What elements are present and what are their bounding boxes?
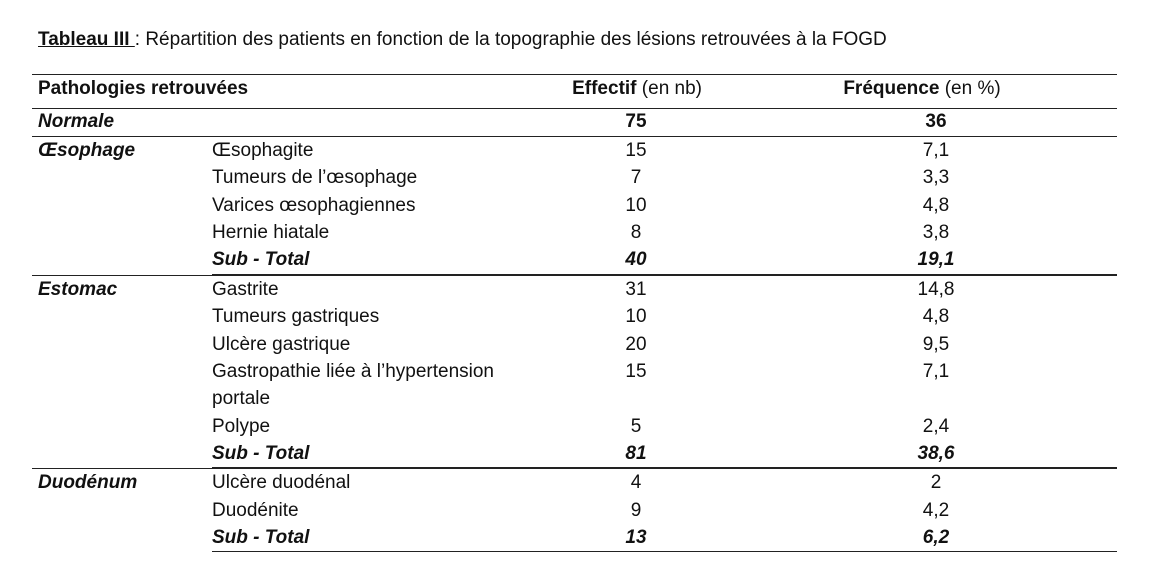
- frequence-value: 3,8: [922, 221, 950, 243]
- frequence-value: 36: [925, 111, 947, 133]
- pathology-label: Duodénite: [212, 499, 299, 521]
- category-label: Duodénum: [38, 472, 138, 494]
- effectif-value: 15: [625, 360, 647, 382]
- pathology-label: Ulcère duodénal: [212, 472, 351, 494]
- frequence-value: 2,4: [922, 415, 950, 437]
- table-row: [32, 497, 1117, 524]
- table-row: [32, 219, 1117, 246]
- pathology-label: Tumeurs gastriques: [212, 306, 380, 328]
- subtotal-effectif: 13: [625, 527, 647, 549]
- category-label: Estomac: [38, 278, 118, 300]
- effectif-value: 31: [625, 278, 647, 300]
- effectif-value: 7: [630, 167, 642, 189]
- pathology-label: Tumeurs de l’œsophage: [212, 167, 418, 189]
- frequence-value: 4,8: [922, 194, 950, 216]
- subtotal-row: [32, 524, 1117, 551]
- table-row: [32, 164, 1117, 191]
- pathology-label: Hernie hiatale: [212, 221, 330, 243]
- frequence-value: 3,3: [922, 167, 950, 189]
- pathology-label: Polype: [212, 415, 271, 437]
- table-row: [32, 276, 1117, 303]
- table-caption: [38, 29, 887, 51]
- effectif-value: 10: [625, 194, 647, 216]
- frequence-value: 4,2: [922, 499, 950, 521]
- table-row: [32, 413, 1117, 440]
- pathology-label: Varices œsophagiennes: [212, 194, 416, 216]
- subtotal-label: Sub - Total: [212, 249, 310, 271]
- subtotal-rule: [212, 551, 1117, 552]
- table-row: [32, 192, 1117, 219]
- caption-lead: Tableau III: [38, 29, 135, 50]
- header-effectif: Effectif (en nb): [572, 78, 702, 99]
- table-row-normale: [32, 108, 1117, 135]
- effectif-value: 20: [625, 333, 647, 355]
- pathology-label: Œsophagite: [212, 139, 314, 161]
- pathology-label: Gastrite: [212, 278, 279, 300]
- subtotal-row: [32, 440, 1117, 467]
- table-row: [32, 303, 1117, 330]
- header-pathologies: Pathologies retrouvées: [38, 78, 249, 99]
- effectif-value: 5: [630, 415, 642, 437]
- subtotal-effectif: 81: [625, 443, 647, 465]
- table-row: [32, 331, 1117, 358]
- frequence-value: 14,8: [917, 278, 955, 300]
- effectif-value: 15: [625, 139, 647, 161]
- subtotal-label: Sub - Total: [212, 443, 310, 465]
- table-row: [32, 137, 1117, 164]
- pathology-label: Gastropathie liée à l’hypertension portale: [212, 360, 495, 410]
- frequence-value: 7,1: [922, 139, 950, 161]
- frequence-value: 2: [930, 472, 942, 494]
- category-label: Œsophage: [38, 139, 136, 161]
- subtotal-effectif: 40: [625, 249, 647, 271]
- table-row: [32, 469, 1117, 496]
- subtotal-frequence: 38,6: [917, 443, 955, 465]
- subtotal-frequence: 6,2: [922, 527, 950, 549]
- pathology-label: Ulcère gastrique: [212, 333, 351, 355]
- effectif-value: 10: [625, 306, 647, 328]
- category-label: Normale: [38, 111, 115, 133]
- frequence-value: 4,8: [922, 306, 950, 328]
- data-table: [32, 74, 1117, 552]
- subtotal-row: [32, 246, 1117, 273]
- effectif-value: 8: [630, 221, 642, 243]
- header-frequence: Fréquence (en %): [843, 78, 1001, 99]
- table-row: [32, 358, 1117, 413]
- subtotal-label: Sub - Total: [212, 527, 310, 549]
- frequence-value: 9,5: [922, 333, 950, 355]
- subtotal-frequence: 19,1: [917, 249, 955, 271]
- groups-container: [32, 136, 1117, 552]
- caption-text: : Répartition des patients en fonction de la topographie des lésions retrouvées à la FOGD: [134, 29, 887, 50]
- effectif-value: 75: [625, 111, 647, 133]
- effectif-value: 9: [630, 499, 642, 521]
- effectif-value: 4: [630, 472, 642, 494]
- frequence-value: 7,1: [922, 360, 950, 382]
- table-header-row: [32, 75, 1117, 102]
